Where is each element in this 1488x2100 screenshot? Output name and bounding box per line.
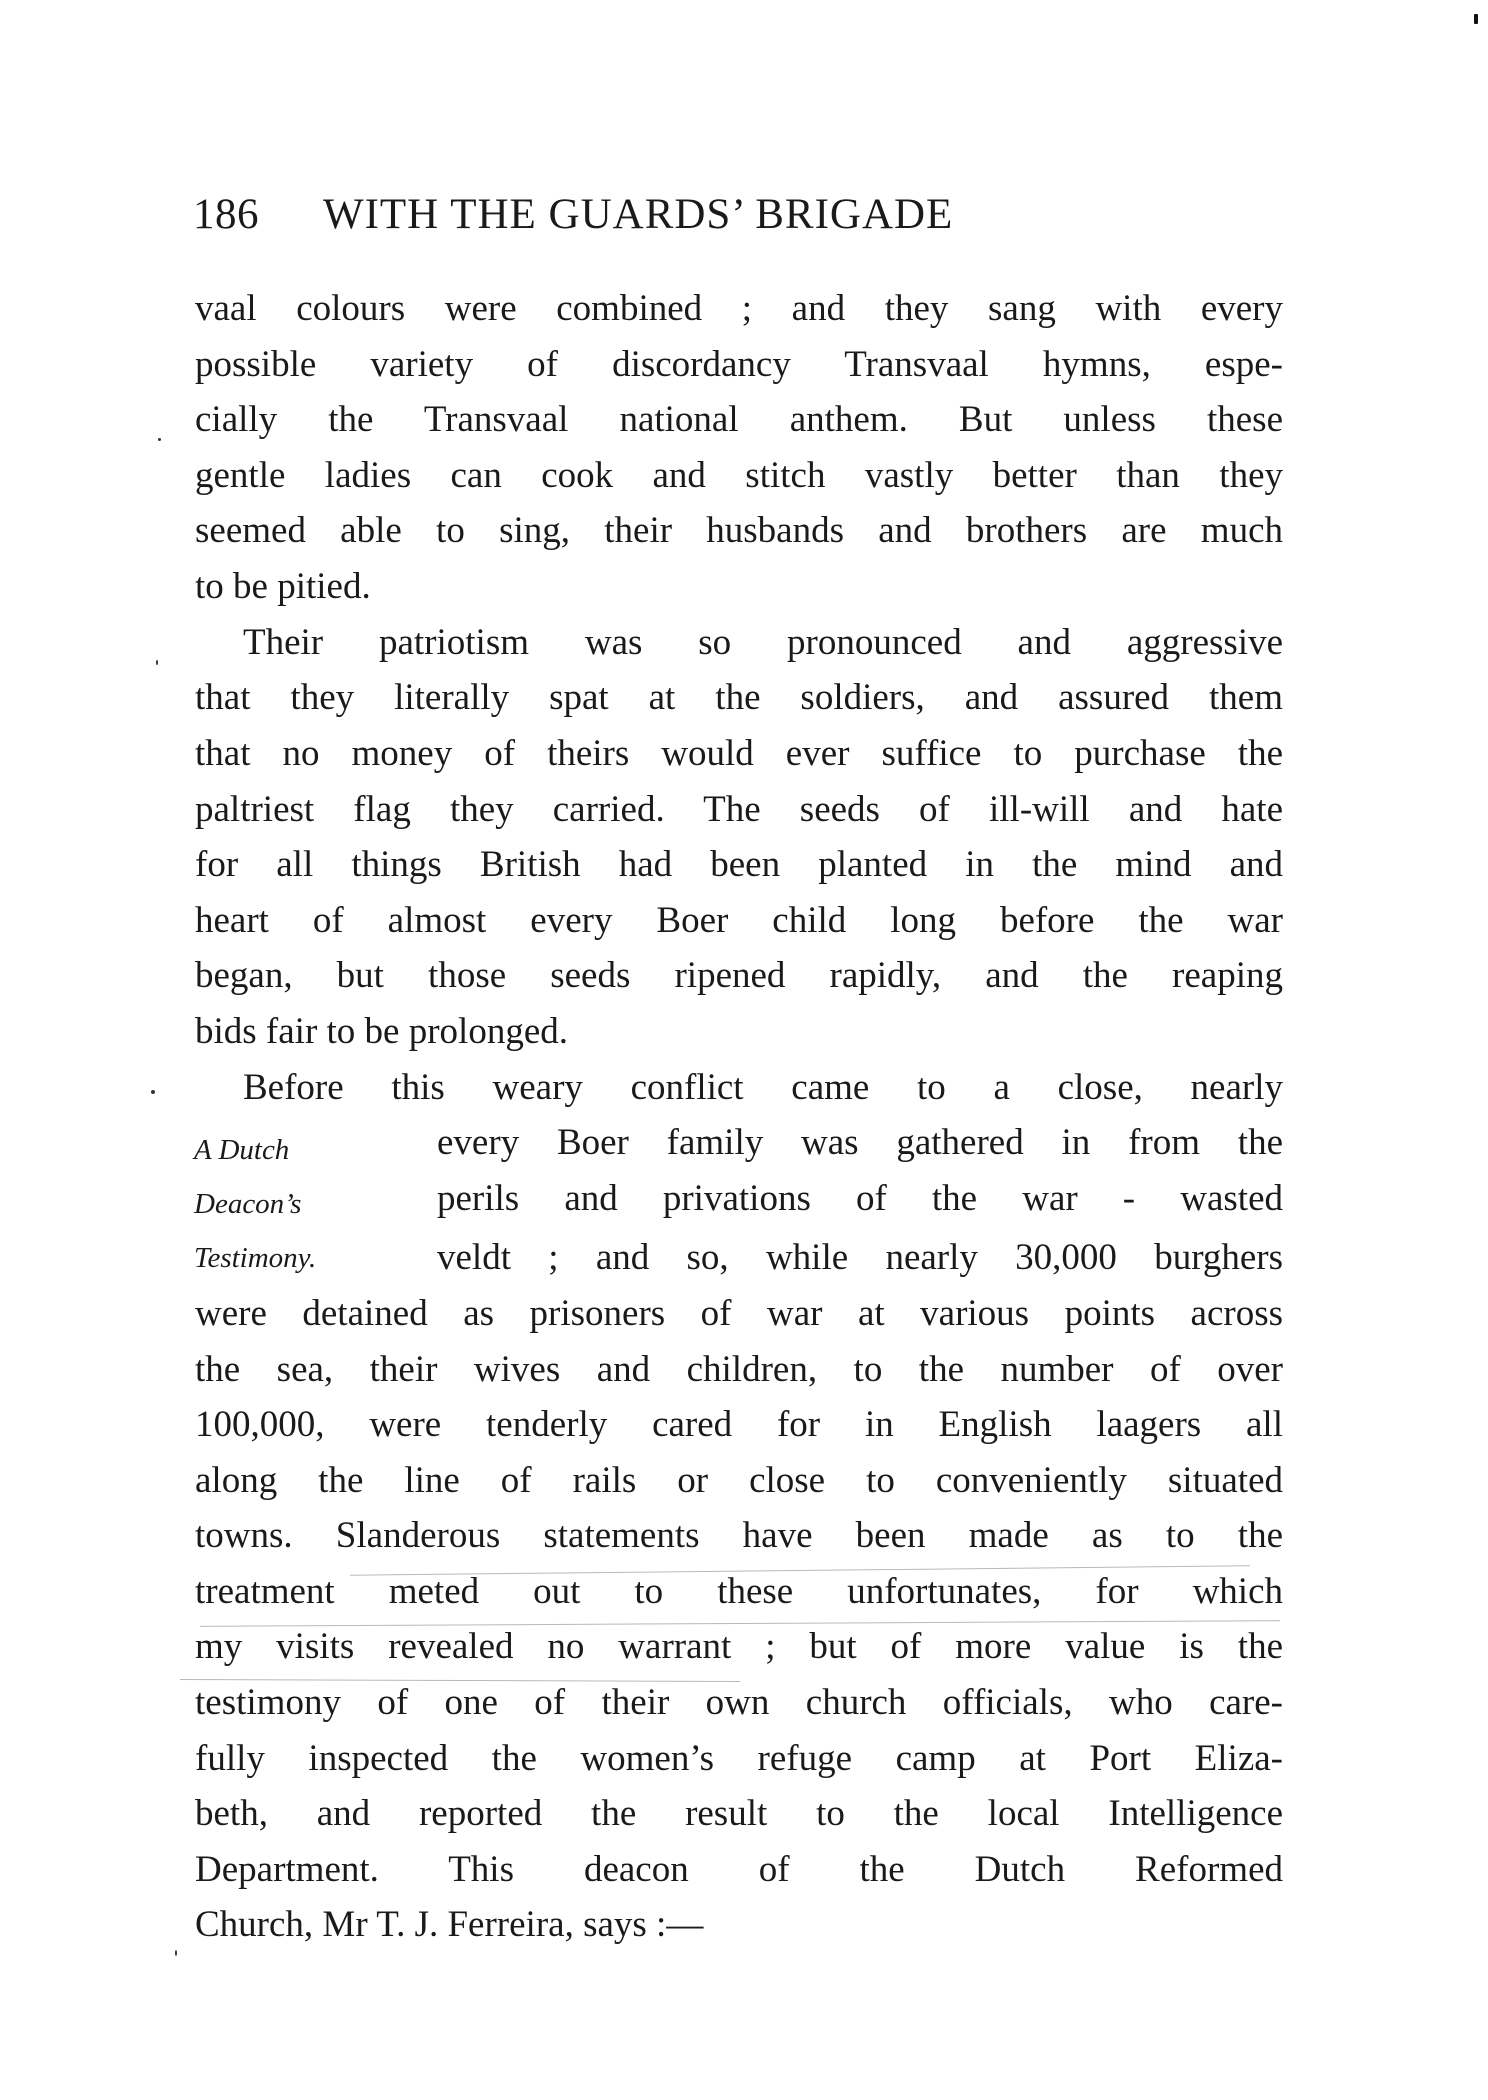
paragraph-first-line: Before this weary conflict came to a close, nearly (243, 1067, 1283, 1108)
body-line: 100,000, were tenderly cared for in English laagers all (195, 1404, 1283, 1445)
body-line: Church, Mr T. J. Ferreira, says :— (195, 1904, 704, 1945)
body-line: paltriest flag they carried. The seeds of ill-will and hate (195, 789, 1283, 830)
body-line: vaal colours were combined ; and they sang with every (195, 288, 1283, 329)
body-line: every Boer family was gathered in from the (437, 1122, 1283, 1163)
body-line: were detained as prisoners of war at various points across (195, 1293, 1283, 1334)
body-line: beth, and reported the result to the local Intelligence (195, 1793, 1283, 1834)
body-line: my visits revealed no warrant ; but of more value is the (195, 1626, 1283, 1667)
body-line: testimony of one of their own church officials, who care- (195, 1682, 1283, 1723)
body-line: treatment meted out to these unfortunates, for which (195, 1571, 1283, 1612)
page-number: 186 (193, 191, 259, 238)
body-line: bids fair to be prolonged. (195, 1011, 568, 1052)
body-line: cially the Transvaal national anthem. But unless these (195, 399, 1283, 440)
body-line: to be pitied. (195, 566, 371, 607)
body-line: heart of almost every Boer child long before the war (195, 900, 1283, 941)
scan-speck (156, 660, 158, 665)
body-line: fully inspected the women’s refuge camp at Port Eliza- (195, 1738, 1283, 1779)
margin-note-line: Testimony. (194, 1242, 317, 1274)
scan-speck (175, 1950, 177, 1956)
body-line: seemed able to sing, their husbands and brothers are much (195, 510, 1283, 551)
margin-note-line: A Dutch (194, 1134, 290, 1166)
body-line: for all things British had been planted in the mind and (195, 844, 1283, 885)
body-line: Department. This deacon of the Dutch Reformed (195, 1849, 1283, 1890)
body-line: along the line of rails or close to conveniently situated (195, 1460, 1283, 1501)
body-line: that they literally spat at the soldiers, and assured them (195, 677, 1283, 718)
scan-corner-mark (1474, 14, 1478, 24)
body-line: veldt ; and so, while nearly 30,000 burghers (437, 1237, 1283, 1278)
scan-speck (158, 438, 161, 441)
running-title: WITH THE GUARDS’ BRIGADE (323, 191, 954, 238)
body-line: perils and privations of the war - wasted (437, 1178, 1283, 1219)
margin-note-line: Deacon’s (194, 1188, 302, 1220)
running-head (193, 190, 1293, 240)
body-line: that no money of theirs would ever suffice to purchase the (195, 733, 1283, 774)
body-line: began, but those seeds ripened rapidly, and the reaping (195, 955, 1283, 996)
paragraph-first-line: Their patriotism was so pronounced and aggressive (243, 622, 1283, 663)
body-line: the sea, their wives and children, to the number of over (195, 1349, 1283, 1390)
body-line: possible variety of discordancy Transvaal hymns, espe- (195, 344, 1283, 385)
body-line: gentle ladies can cook and stitch vastly better than they (195, 455, 1283, 496)
scan-speck (151, 1090, 155, 1094)
body-line: towns. Slanderous statements have been made as to the (195, 1515, 1283, 1556)
